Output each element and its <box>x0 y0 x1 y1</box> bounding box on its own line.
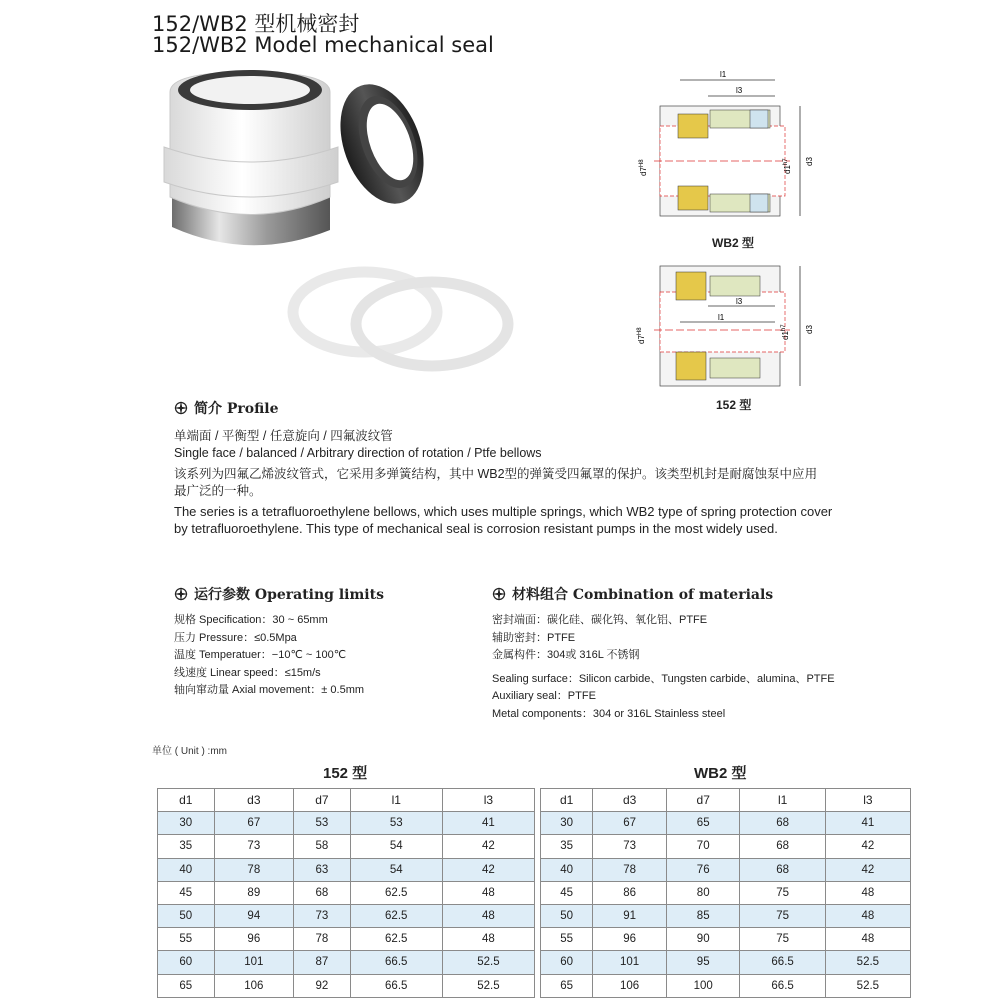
table-cell: 55 <box>158 928 215 951</box>
table-cell: 54 <box>350 858 442 881</box>
compass-bullet-icon <box>174 587 188 601</box>
limit-line: 压力 Pressure：≤0.5Mpa <box>174 631 297 644</box>
table-cell: 42 <box>825 835 910 858</box>
table-cell: 78 <box>593 858 667 881</box>
table-cell: 62.5 <box>350 928 442 951</box>
table-row <box>541 904 911 927</box>
wb2-d3-label: d3 <box>805 157 814 166</box>
table-cell: 58 <box>294 835 351 858</box>
wb2-section-diagram <box>620 66 830 256</box>
table-cell: 30 <box>158 812 215 835</box>
table-cell: 73 <box>294 904 351 927</box>
table-cell: 52.5 <box>825 951 910 974</box>
profile-desc-zh-1: 该系列为四氟乙烯波纹管式，它采用多弹簧结构，其中 WB2型的弹簧受四氟罩的保护。该类型机封是耐腐蚀泵中应用 <box>174 467 818 481</box>
material-line-zh: 密封端面：碳化硅、碳化钨、氧化铝、PTFE <box>492 614 708 626</box>
table-cell: 48 <box>825 904 910 927</box>
table-cell: 40 <box>541 858 593 881</box>
table-cell: 41 <box>825 812 910 835</box>
table-cell: 66.5 <box>740 974 825 997</box>
table-row <box>158 835 535 858</box>
table-cell: 52.5 <box>442 974 534 997</box>
table-row <box>158 812 535 835</box>
table-cell: 52.5 <box>442 951 534 974</box>
table-cell: 50 <box>158 904 215 927</box>
table-row <box>541 835 911 858</box>
table-row <box>158 928 535 951</box>
table-cell: 89 <box>214 881 294 904</box>
152-d7-label: $d7^{H8}$ <box>637 327 646 344</box>
table-header-row <box>158 789 535 812</box>
table-row <box>541 974 911 997</box>
table-cell: 78 <box>294 928 351 951</box>
header-cell: l3 <box>442 789 534 812</box>
table-wb2 <box>540 788 911 998</box>
table-cell: 48 <box>442 881 534 904</box>
profile-desc-en-2: by tetrafluoroethylene. This type of mechanical seal is corrosion resistant pumps in the most widely used. <box>174 521 778 536</box>
table-row <box>158 904 535 927</box>
operating-heading <box>174 584 384 604</box>
table-cell: 70 <box>666 835 740 858</box>
table-cell: 68 <box>294 881 351 904</box>
table-cell: 53 <box>350 812 442 835</box>
profile-line-zh: 单端面 / 平衡型 / 任意旋向 / 四氟波纹管 <box>174 429 393 443</box>
table-cell: 68 <box>740 858 825 881</box>
table-cell: 62.5 <box>350 881 442 904</box>
table-cell: 65 <box>541 974 593 997</box>
table-152-title: 152 型 <box>323 765 368 782</box>
table-cell: 48 <box>825 928 910 951</box>
table-cell: 55 <box>541 928 593 951</box>
wb2-l3-label: l3 <box>736 86 743 95</box>
table-cell: 86 <box>593 881 667 904</box>
wb2-l1-label: l1 <box>720 70 727 79</box>
table-cell: 75 <box>740 881 825 904</box>
table-cell: 91 <box>593 904 667 927</box>
table-cell: 96 <box>214 928 294 951</box>
profile-heading <box>174 398 279 418</box>
table-cell: 48 <box>442 904 534 927</box>
table-cell: 106 <box>593 974 667 997</box>
table-cell: 75 <box>740 928 825 951</box>
materials-heading-text: 材料组合 Combination of materials <box>512 587 774 603</box>
table-cell: 65 <box>158 974 215 997</box>
header-cell: d1 <box>541 789 593 812</box>
table-cell: 95 <box>666 951 740 974</box>
header-cell: l1 <box>740 789 825 812</box>
materials-heading <box>492 584 773 604</box>
table-cell: 52.5 <box>825 974 910 997</box>
table-cell: 101 <box>593 951 667 974</box>
page-title-en: 152/WB2 Model mechanical seal <box>152 33 494 57</box>
header-cell: d1 <box>158 789 215 812</box>
table-cell: 48 <box>442 928 534 951</box>
operating-heading-text: 运行参数 Operating limits <box>194 587 384 603</box>
limit-line: 温度 Temperatuer：−10℃ ~ 100℃ <box>174 649 347 661</box>
operating-limits-list <box>174 612 364 700</box>
table-cell: 35 <box>158 835 215 858</box>
page-title-zh: 152/WB2 型机械密封 <box>152 12 360 36</box>
table-cell: 60 <box>158 951 215 974</box>
table-cell: 42 <box>825 858 910 881</box>
header-cell: d7 <box>666 789 740 812</box>
table-row <box>541 928 911 951</box>
table-cell: 87 <box>294 951 351 974</box>
table-cell: 73 <box>593 835 667 858</box>
profile-desc-en-1: The series is a tetrafluoroethylene bellows, which uses multiple springs, which WB2 type of spring protection cover <box>174 504 833 519</box>
materials-list <box>492 612 835 723</box>
table-cell: 67 <box>214 812 294 835</box>
header-cell: d3 <box>214 789 294 812</box>
material-line-zh: 辅助密封：PTFE <box>492 631 576 644</box>
table-cell: 92 <box>294 974 351 997</box>
profile-heading-text: 简介 Profile <box>194 401 279 417</box>
table-cell: 60 <box>541 951 593 974</box>
table-cell: 48 <box>825 881 910 904</box>
152-d3-label: d3 <box>805 325 814 334</box>
table-header-row <box>541 789 911 812</box>
table-cell: 68 <box>740 812 825 835</box>
table-row <box>541 858 911 881</box>
152-caption: 152 型 <box>716 398 752 412</box>
152-d1-label: $d1^{h7}$ <box>781 324 790 340</box>
material-line-en: Sealing surface：Silicon carbide、Tungsten carbide、alumina、PTFE <box>492 672 835 685</box>
wb2-d1-label: $d1^{h7}$ <box>783 158 792 174</box>
152-section-diagram <box>620 262 830 412</box>
material-line-en: Auxiliary seal：PTFE <box>492 690 596 702</box>
wb2-d7-label: $d7^{H8}$ <box>639 159 648 176</box>
table-cell: 65 <box>666 812 740 835</box>
table-cell: 76 <box>666 858 740 881</box>
table-cell: 66.5 <box>350 951 442 974</box>
table-cell: 106 <box>214 974 294 997</box>
table-cell: 66.5 <box>740 951 825 974</box>
table-cell: 94 <box>214 904 294 927</box>
profile-desc-zh-2: 最广泛的一种。 <box>174 484 262 498</box>
table-cell: 50 <box>541 904 593 927</box>
table-row <box>158 881 535 904</box>
table-cell: 54 <box>350 835 442 858</box>
table-cell: 78 <box>214 858 294 881</box>
table-cell: 63 <box>294 858 351 881</box>
table-cell: 30 <box>541 812 593 835</box>
wb2-caption: WB2 型 <box>712 236 755 250</box>
table-row <box>541 812 911 835</box>
table-cell: 80 <box>666 881 740 904</box>
table-cell: 68 <box>740 835 825 858</box>
header-cell: d3 <box>593 789 667 812</box>
table-row <box>158 951 535 974</box>
table-cell: 67 <box>593 812 667 835</box>
table-cell: 73 <box>214 835 294 858</box>
table-row <box>158 974 535 997</box>
table-cell: 66.5 <box>350 974 442 997</box>
table-cell: 53 <box>294 812 351 835</box>
unit-label: 单位 ( Unit ) :mm <box>152 746 227 757</box>
table-cell: 100 <box>666 974 740 997</box>
table-row <box>158 858 535 881</box>
header-cell: l1 <box>350 789 442 812</box>
table-cell: 45 <box>158 881 215 904</box>
compass-bullet-icon <box>492 587 506 601</box>
profile-block <box>174 428 832 537</box>
table-wb2-title: WB2 型 <box>694 765 747 782</box>
table-cell: 96 <box>593 928 667 951</box>
table-row <box>541 951 911 974</box>
152-l1-label: l1 <box>718 313 725 322</box>
table-cell: 42 <box>442 835 534 858</box>
table-cell: 41 <box>442 812 534 835</box>
table-cell: 62.5 <box>350 904 442 927</box>
table-cell: 42 <box>442 858 534 881</box>
table-cell: 75 <box>740 904 825 927</box>
product-photo <box>150 62 570 392</box>
table-cell: 40 <box>158 858 215 881</box>
table-row <box>541 881 911 904</box>
table-cell: 90 <box>666 928 740 951</box>
table-cell: 35 <box>541 835 593 858</box>
material-line-zh: 金属构件：304或 316L 不锈钢 <box>492 649 640 661</box>
header-cell: l3 <box>825 789 910 812</box>
152-l3-label: l3 <box>736 297 743 306</box>
compass-bullet-icon <box>174 401 188 415</box>
limit-line: 轴向窜动量 Axial movement：± 0.5mm <box>174 684 365 696</box>
limit-line: 规格 Specification：30 ~ 65mm <box>174 614 328 626</box>
limit-line: 线速度 Linear speed：≤15m/s <box>174 666 321 679</box>
header-cell: d7 <box>294 789 351 812</box>
table-cell: 85 <box>666 904 740 927</box>
table-cell: 101 <box>214 951 294 974</box>
table-cell: 45 <box>541 881 593 904</box>
profile-line-en: Single face / balanced / Arbitrary direction of rotation / Ptfe bellows <box>174 446 542 460</box>
material-line-en: Metal components：304 or 316L Stainless steel <box>492 707 726 720</box>
table-152 <box>157 788 535 998</box>
